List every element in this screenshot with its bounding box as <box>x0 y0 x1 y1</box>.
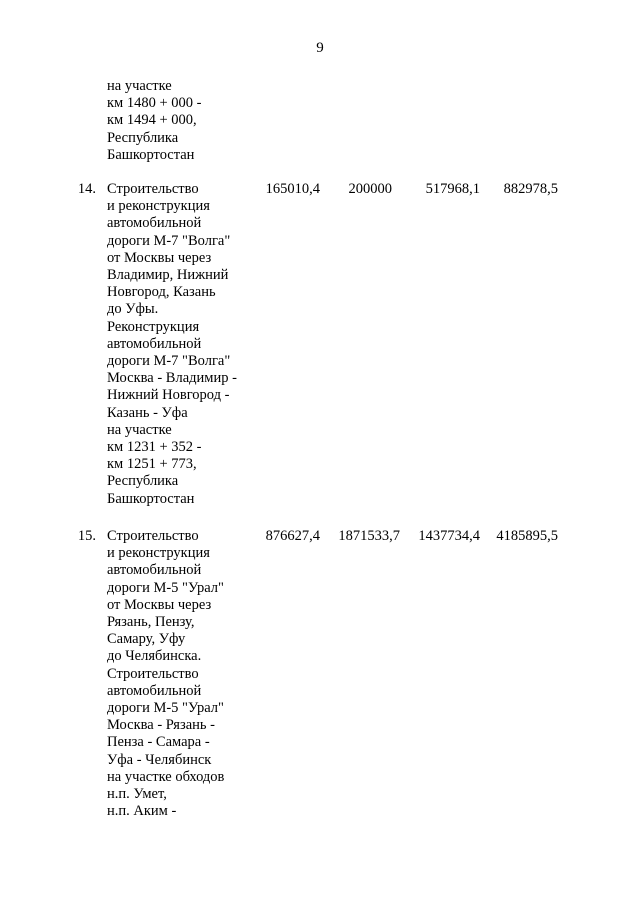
row-number: 15. <box>77 528 96 544</box>
value-cell: 1871533,7 <box>338 528 400 544</box>
value-cell: 517968,1 <box>425 181 480 197</box>
value-cell: 165010,4 <box>265 181 320 197</box>
value-cell: 1437734,4 <box>418 528 480 544</box>
value-cell: 882978,5 <box>503 181 558 197</box>
value-cell: 200000 <box>348 181 392 197</box>
value-cell: 4185895,5 <box>496 528 558 544</box>
row-number: 14. <box>77 181 96 197</box>
row-description: Строительство и реконструкция автомобильной дороги М-7 "Волга" от Москвы через Владимир, Нижний Новгород, Казань до Уфы. Реконструкция автомобильной дороги М-7 "Волга" Москва - Владимир - Нижний Новгород - Казань - Уфа на участке км 1231 + 352 - км 1251 + 773, Республика Башкортостан <box>107 181 237 507</box>
continuation-description: на участке км 1480 + 000 - км 1494 + 000, Республика Башкортостан <box>107 78 202 163</box>
page-number: 9 <box>316 40 324 56</box>
row-description: Строительство и реконструкция автомобильной дороги М-5 "Урал" от Москвы через Рязань, Пензу, Самару, Уфу до Челябинска. Строительство автомобильной дороги М-5 "Урал" Москва - Рязань - Пенза - Самара - Уфа - Челябинск на участке обходов н.п. Умет, н.п. Аким - <box>107 528 225 820</box>
value-cell: 876627,4 <box>265 528 320 544</box>
